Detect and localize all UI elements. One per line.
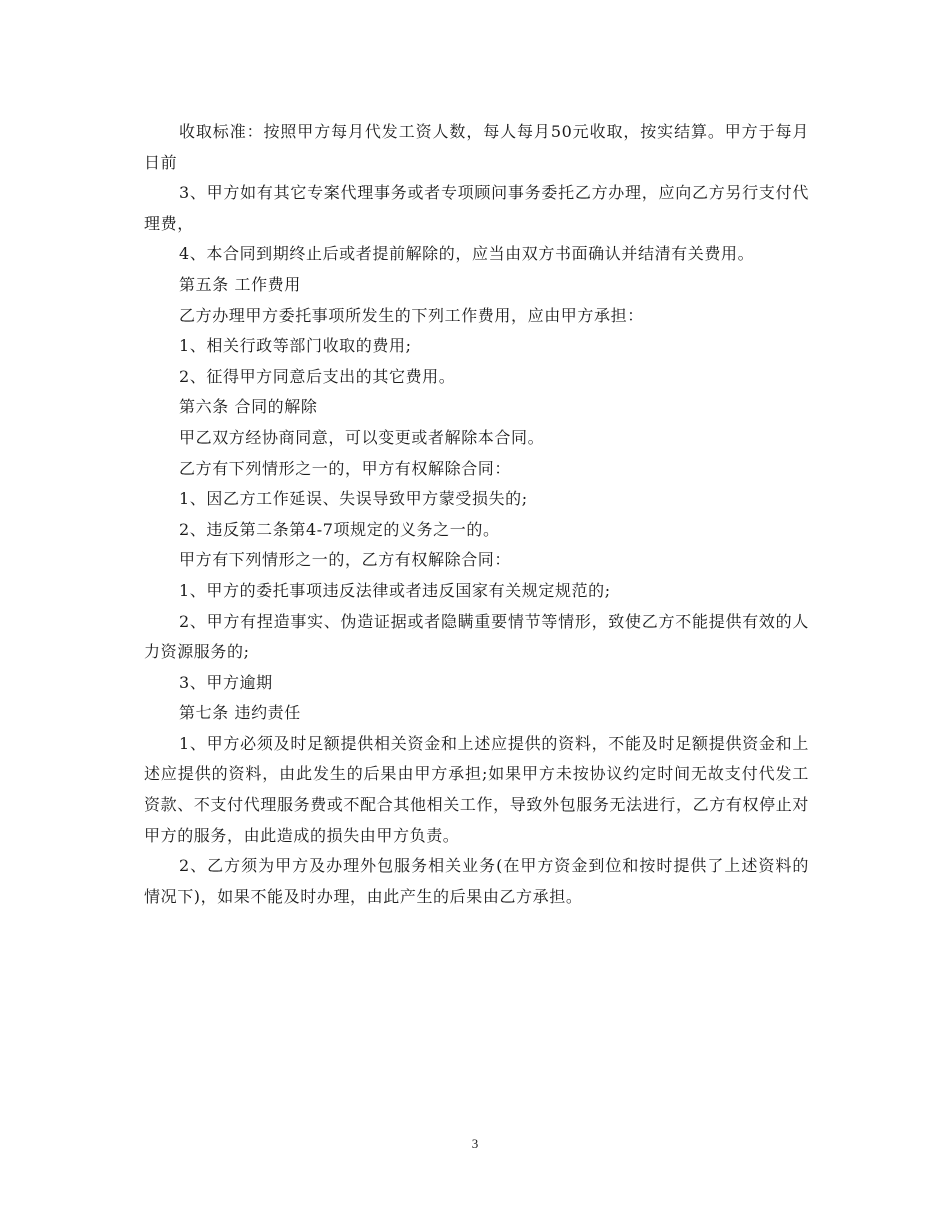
paragraph-item-4: 4、本合同到期终止后或者提前解除的，应当由双方书面确认并结清有关费用。 xyxy=(179,244,755,264)
paragraph-work-costs: 乙方办理甲方委托事项所发生的下列工作费用，应由甲方承担： xyxy=(179,305,644,325)
heading-article-5: 第五条 工作费用 xyxy=(179,274,301,294)
document-body xyxy=(144,117,809,912)
paragraph-b-rights-1: 1、甲方的委托事项违反法律或者违反国家有关规定规范的; xyxy=(179,580,611,600)
paragraph-item-3: 3、甲方如有其它专案代理事务或者专项顾问事务委托乙方办理，应向乙方另行支付代理费， xyxy=(144,183,809,233)
page-number: 3 xyxy=(471,1136,479,1151)
paragraph-cost-1: 1、相关行政等部门收取的费用; xyxy=(179,336,412,356)
paragraph-fee-standard: 收取标准：按照甲方每月代发工资人数，每人每月50元收取，按实结算。甲方于每月 日前 xyxy=(144,122,809,172)
paragraph-liability-1: 1、甲方必须及时足额提供相关资金和上述应提供的资料，不能及时足额提供资金和上述应提供的资料，由此发生的后果由甲方承担;如果甲方未按协议约定时间无故支付代发工资款、不支付代理服务费或不配合其他相关工作，导致外包服务无法进行，乙方有权停止对甲方的服务，由此造成的损失由甲方负责。 xyxy=(144,733,809,845)
paragraph-b-rights-2: 2、甲方有捏造事实、伪造证据或者隐瞒重要情节等情形，致使乙方不能提供有效的人力资源服务的; xyxy=(144,611,809,662)
paragraph-mutual-termination: 甲乙双方经协商同意，可以变更或者解除本合同。 xyxy=(179,427,545,447)
paragraph-b-rights-3: 3、甲方逾期 xyxy=(179,672,273,692)
paragraph-liability-2: 2、乙方须为甲方及办理外包服务相关业务(在甲方资金到位和按时提供了上述资料的情况下)，如果不能及时办理，由此产生的后果由乙方承担。 xyxy=(144,856,809,906)
paragraph-a-rights-2: 2、违反第二条第4-7项规定的义务之一的。 xyxy=(179,519,500,539)
paragraph-cost-2: 2、征得甲方同意后支出的其它费用。 xyxy=(179,366,456,386)
paragraph-party-a-rights: 乙方有下列情形之一的，甲方有权解除合同： xyxy=(179,458,512,478)
heading-article-7: 第七条 违约责任 xyxy=(179,703,301,723)
paragraph-a-rights-1: 1、因乙方工作延误、失误导致甲方蒙受损失的; xyxy=(179,489,528,509)
paragraph-party-b-rights: 甲方有下列情形之一的，乙方有权解除合同： xyxy=(179,550,512,570)
heading-article-6: 第六条 合同的解除 xyxy=(179,397,318,417)
